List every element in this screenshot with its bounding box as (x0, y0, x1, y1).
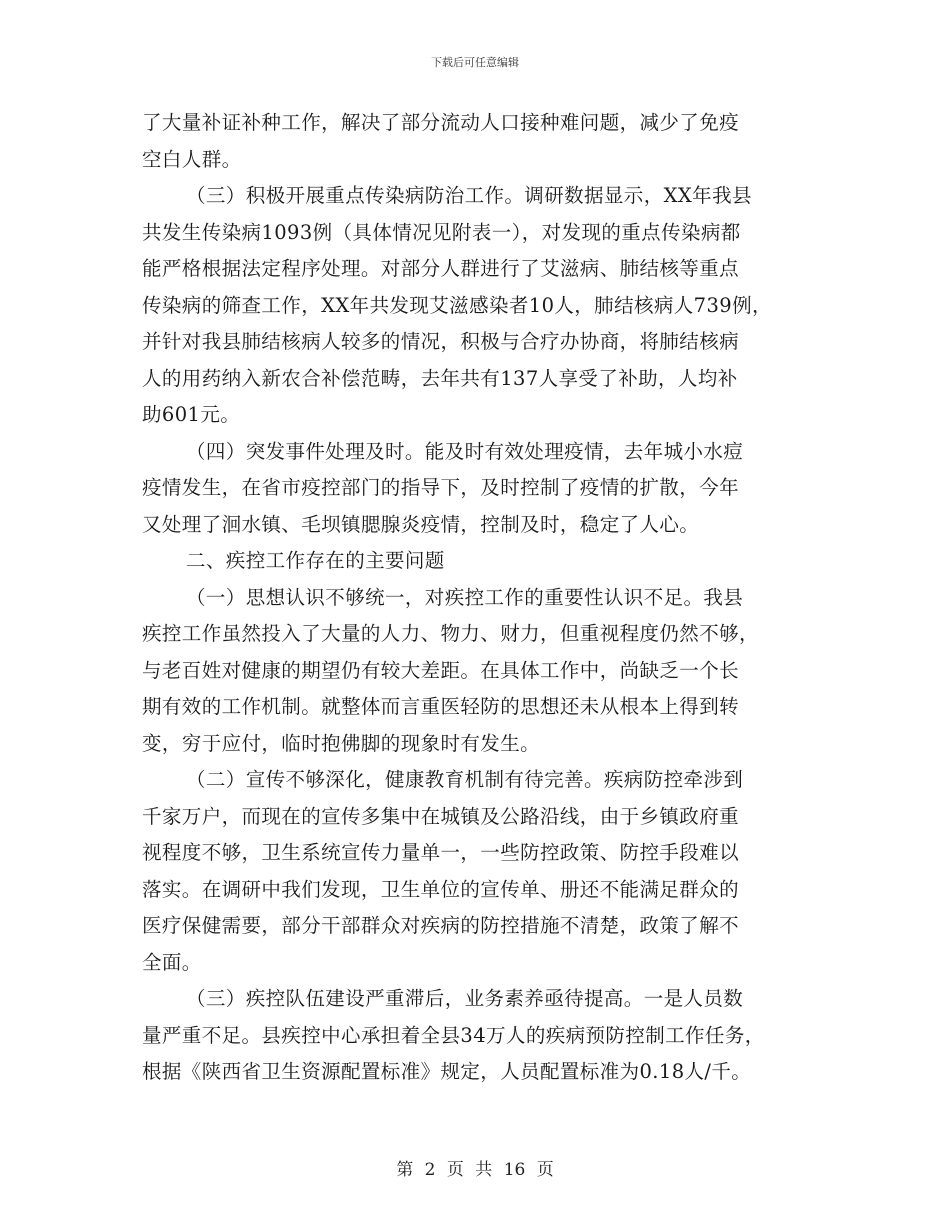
text-line: 二、疾控工作存在的主要问题 (186, 549, 445, 572)
text-line: 量严重不足。县疾控中心承担着全县34万人的疾病预防控制工作任务， (142, 1023, 765, 1047)
text-line: 共发生传染病1093例（具体情况见附表一），对发现的重点传染病都 (142, 220, 741, 244)
text-line: （二）宣传不够深化，健康教育机制有待完善。疾病防控牵涉到 (186, 768, 744, 791)
text-line: （三）积极开展重点传染病防治工作。调研数据显示，XX年我县 (186, 184, 752, 207)
text-line: 千家万户，而现在的宣传多集中在城镇及公路沿线，由于乡镇政府重 (142, 804, 740, 828)
text-line: （三）疾控队伍建设严重滞后，业务素养亟待提高。一是人员数 (186, 987, 744, 1010)
text-line: 医疗保健需要，部分干部群众对疾病的防控措施不清楚，政策了解不 (142, 914, 740, 937)
text-line: 人的用药纳入新农合补偿范畴，去年共有137人享受了补助，人均补 (142, 366, 738, 390)
text-line: （四）突发事件处理及时。能及时有效处理疫情，去年城小水痘 (186, 439, 744, 463)
text-line: 视程度不够，卫生系统宣传力量单一，一些防控政策、防控手段难以 (142, 841, 740, 864)
text-line: 期有效的工作机制。就整体而言重医轻防的思想还未从根本上得到转 (142, 695, 740, 718)
text-line: 了大量补证补种工作，解决了部分流动人口接种难问题，减少了免疫 (142, 111, 740, 134)
text-line: 变，穷于应付，临时抱佛脚的现象时有发生。 (142, 731, 541, 755)
text-line: 疾控工作虽然投入了大量的人力、物力、财力，但重视程度仍然不够， (142, 622, 759, 645)
text-line: 根据《陕西省卫生资源配置标准》规定，人员配置标准为0.18人/千。 (142, 1060, 752, 1083)
page-footer: 第 2 页 共 16 页 (396, 1160, 554, 1180)
text-line: 传染病的筛查工作，XX年共发现艾滋感染者10人，肺结核病人739例， (142, 293, 772, 317)
document-body (142, 105, 822, 1091)
page-header: 下载后可任意编辑 (431, 56, 519, 69)
text-line: 并针对我县肺结核病人较多的情况，积极与合疗办协商，将肺结核病 (142, 330, 740, 353)
text-line: 全面。 (142, 950, 202, 974)
text-line: 落实。在调研中我们发现，卫生单位的宣传单、册还不能满足群众的 (142, 877, 740, 901)
text-line: （一）思想认识不够统一，对疾控工作的重要性认识不足。我县 (186, 585, 744, 609)
text-line: 又处理了洄水镇、毛坝镇腮腺炎疫情，控制及时，稳定了人心。 (142, 512, 700, 536)
text-line: 空白人群。 (142, 147, 242, 171)
text-line: 与老百姓对健康的期望仍有较大差距。在具体工作中，尚缺乏一个长 (142, 658, 740, 682)
text-line: 能严格根据法定程序处理。对部分人群进行了艾滋病、肺结核等重点 (142, 257, 740, 280)
text-line: 疫情发生，在省市疫控部门的指导下，及时控制了疫情的扩散，今年 (142, 476, 740, 499)
text-line: 助601元。 (142, 403, 241, 426)
